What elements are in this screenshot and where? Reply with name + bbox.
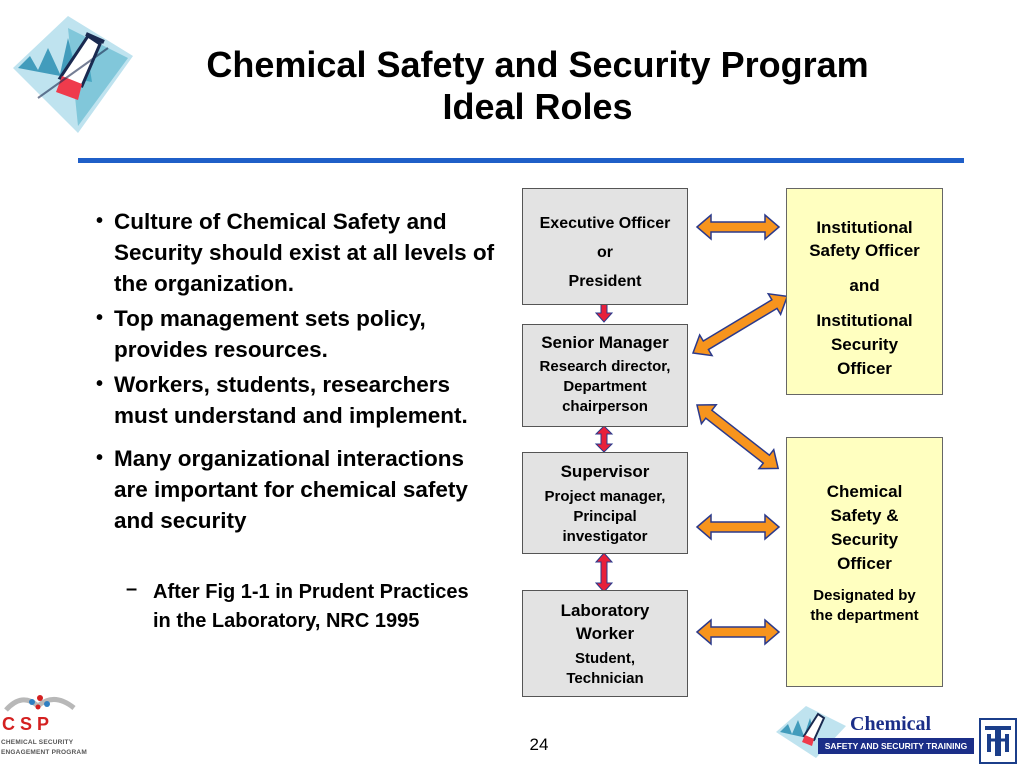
- csp-letters: CSP: [2, 714, 55, 734]
- executive-line-2: or: [597, 244, 613, 261]
- double-arrow-icon: [697, 215, 779, 239]
- vertical-arrow-icon: [596, 426, 612, 452]
- institutional-officer-line-2: and: [849, 276, 880, 295]
- sandia-thunderbird-icon: [979, 718, 1017, 764]
- senior-manager-box: [522, 324, 688, 427]
- double-arrow-icon: [697, 620, 779, 644]
- bullet-item: • Culture of Chemical Safety and Security should exist at all levels of the organization.: [92, 206, 502, 299]
- supervisor-subtitle: Project manager, Principal investigator: [544, 488, 666, 545]
- slide-title-line-2: Ideal Roles: [442, 86, 633, 127]
- institutional-officer-box: [786, 188, 943, 395]
- bullet-item: • Top management sets policy, provides resources.: [92, 303, 502, 365]
- senior-manager-title: Senior Manager: [541, 333, 669, 352]
- laboratory-worker-box: [522, 590, 688, 697]
- department-officer-subtitle: Designated by the department: [810, 587, 919, 624]
- supervisor-title: Supervisor: [560, 462, 650, 481]
- double-arrow-icon: [690, 396, 786, 478]
- bullet-item: • Workers, students, researchers must understand and implement.: [92, 369, 502, 431]
- department-officer-title: Chemical Safety & Security Officer: [826, 482, 903, 573]
- chemical-wordmark: Chemical: [850, 713, 932, 735]
- supervisor-box: [522, 452, 688, 554]
- institutional-officer-line-1: Institutional Safety Officer: [809, 218, 920, 260]
- csp-line-1: CHEMICAL SECURITY: [1, 739, 74, 746]
- senior-manager-subtitle: Research director, Department chairperson: [539, 358, 671, 415]
- institutional-officer-line-3: Institutional Security Officer: [816, 311, 913, 378]
- sub-bullet-dash: –: [126, 578, 138, 600]
- title-divider: [78, 158, 964, 163]
- training-banner: SAFETY AND SECURITY TRAINING: [818, 738, 974, 754]
- executive-line-1: Executive Officer: [539, 215, 671, 232]
- page-number: 24: [529, 735, 549, 754]
- department-officer-box: [786, 437, 943, 687]
- csp-logo: [0, 690, 87, 765]
- slide-title-line-1: Chemical Safety and Security Program: [206, 44, 869, 85]
- bullet-list: [92, 206, 502, 540]
- double-arrow-icon: [697, 515, 779, 539]
- csp-line-2: ENGAGEMENT PROGRAM: [1, 749, 87, 756]
- executive-line-3: President: [568, 273, 642, 290]
- lab-worker-title: Laboratory Worker: [560, 601, 650, 643]
- double-arrow-icon: [687, 286, 794, 363]
- executive-officer-box: [522, 188, 688, 305]
- slide-title: [150, 44, 925, 128]
- bullet-item: • Many organizational interactions are important for chemical safety and security: [92, 443, 502, 536]
- sub-bullet-text: After Fig 1-1 in Prudent Practices in the Laboratory, NRC 1995: [153, 581, 469, 632]
- chemical-flask-logo-icon: [8, 8, 138, 138]
- lab-worker-subtitle: Student, Technician: [566, 650, 644, 687]
- vertical-arrow-icon: [596, 553, 612, 592]
